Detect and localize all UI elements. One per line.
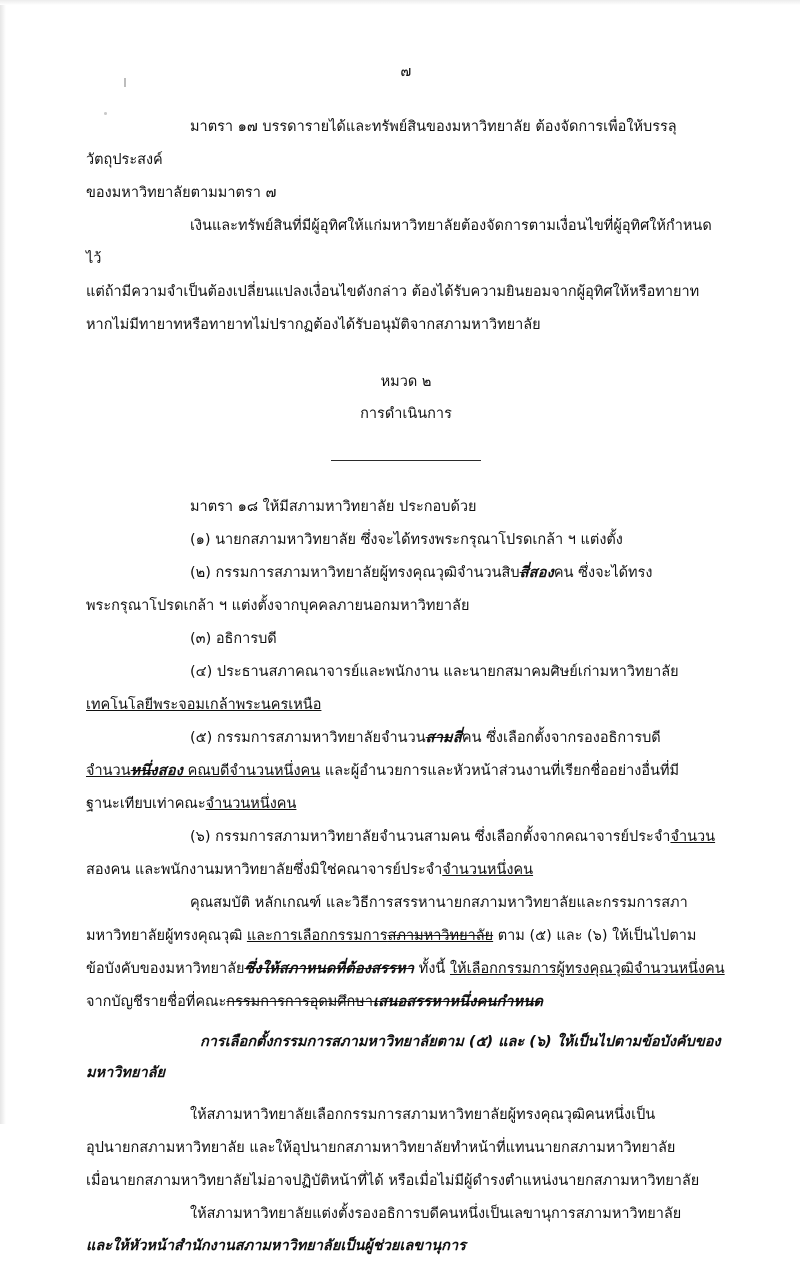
item-6-line-1 [86,821,726,854]
paragraph-donation-line-3 [86,309,726,342]
text-run: อุปนายกสภามหาวิทยาลัย และให้อุปนายกสภามหาวิทยาลัยทำหน้าที่แทนนายกสภามหาวิทยาลัย [86,1140,676,1156]
chapter-title: การดำเนินการ [360,406,452,422]
text-run: ตาม (๕) และ (๖) ให้เป็นไปตาม [493,928,697,944]
underlined-text: จำนวน [670,829,716,845]
text-run: ทั้งนี้ [414,961,450,977]
handwritten-correction: สี่ [452,730,462,746]
handwritten-correction: สอง [157,763,184,779]
struck-word: สาม [425,730,453,746]
text-run: มาตรา ๑๘ ให้มีสภามหาวิทยาลัย ประกอบด้วย [190,499,477,515]
item-2-line-2 [86,590,726,623]
item-5-line-1 [86,722,726,755]
text-run: คน ซึ่งจะได้ทรง [553,565,653,581]
struck-word: สี่ [519,565,529,581]
text-run: และผู้อำนวยการและหัวหน้าส่วนงานที่เรียกชื่ออย่างอื่นที่มี [320,763,680,779]
paragraph-donation-line-1 [86,210,726,276]
text-run: พระกรุณาโปรดเกล้า ฯ แต่งตั้งจากบุคคลภายนอกมหาวิทยาลัย [86,598,470,614]
item-5-line-2 [86,755,726,788]
handwritten-insert-line-2: มหาวิทยาลัย [86,1065,165,1081]
text-run: คุณสมบัติ หลักเกณฑ์ และวิธีการสรรหานายกสภามหาวิทยาลัยและกรรมการสภา [190,895,688,911]
struck-word: สภามหาวิทยาลัย [387,928,494,944]
handwritten-correction: สอง [528,565,554,581]
section-divider [86,446,726,465]
text-run: มหาวิทยาลัยผู้ทรงคุณวุฒิ [86,928,247,944]
paragraph-17-line-1 [86,111,726,177]
vice-chair-line-1 [86,1099,726,1132]
page-number: ๗ [400,64,412,80]
item-3 [86,623,726,656]
text-run: (๖) กรรมการสภามหาวิทยาลัยจำนวนสามคน ซึ่งเลือกตั้งจากคณาจารย์ประจำ [190,829,671,845]
text-run: ข้อบังคับของมหาวิทยาลัย [86,961,245,977]
struck-word: หนึ่ง [130,763,158,779]
text-run: มาตรา ๑๗ บรรดารายได้และทรัพย์สินของมหาวิทยาลัย ต้องจัดการเพื่อให้บรรลุวัตถุประสงค์ [86,119,677,168]
text-run: (๒) กรรมการสภามหาวิทยาลัยผู้ทรงคุณวุฒิจำนวนสิบ [190,565,520,581]
struck-insert: เสนอสรรหาหนึ่งคนกำหนด [373,994,544,1010]
underlined-text: และการเลือกกรรมการ [246,928,388,944]
text-run: (๔) ประธานสภาคณาจารย์และพนักงาน และนายกสมาคมศิษย์เก่ามหาวิทยาลัย [190,664,679,680]
item-1 [86,524,726,557]
document-body [86,60,726,1262]
text-run: ของมหาวิทยาลัยตามมาตรา ๗ [86,185,277,201]
secretary-line-1 [86,1198,726,1231]
text-run: (๕) กรรมการสภามหาวิทยาลัยจำนวน [190,730,426,746]
item-2-line-1 [86,557,726,590]
item-6-line-2 [86,854,726,887]
text-run: เงินและทรัพย์สินที่มีผู้อุทิศให้แก่มหาวิทยาลัยต้องจัดการตามเงื่อนไขที่ผู้อุทิศให้กำหนดไว้ [86,218,712,267]
struck-word: กรรมการการอุดมศึกษา [226,994,373,1010]
text-run: แต่ถ้ามีความจำเป็นต้องเปลี่ยนแปลงเงื่อนไขดังกล่าว ต้องได้รับความยินยอมจากผู้อุทิศให้หรือทายาท [86,284,700,300]
item-4-line-2 [86,689,726,722]
underlined-text: ให้เลือกกรรมการผู้ทรงคุณวุฒิจำนวนหนึ่งคน [449,961,725,977]
handwritten-insert-line-1: การเลือกตั้งกรรมการสภามหาวิทยาลัยตาม (๕) และ (๖) ให้เป็นไปตามข้อบังคับของ [200,1034,721,1050]
text-run: หากไม่มีทายาทหรือทายาทไม่ปรากฏต้องได้รับอนุมัติจากสภามหาวิทยาลัย [86,317,541,333]
vice-chair-line-3 [86,1165,726,1198]
handwritten-footer-line-1: และให้หัวหน้าสำนักงานสภามหาวิทยาลัยเป็นผู้ช่วยเลขานุการ [86,1238,466,1254]
text-run: (๓) อธิการบดี [190,631,277,647]
page-edge-shadow-top [0,0,800,5]
text-run: จากบัญชีรายชื่อที่คณะ [86,994,227,1010]
text-run: ให้สภามหาวิทยาลัยแต่งตั้งรองอธิการบดีคนหนึ่งเป็นเลขานุการสภามหาวิทยาลัย [190,1206,682,1222]
qualification-line-3 [86,953,726,986]
chapter-label: หมวด ๒ [380,374,432,390]
qualification-line-2 [86,920,726,953]
paragraph-donation-line-2 [86,276,726,309]
page-edge-shadow-left [0,0,6,1124]
underlined-text: จำนวน [86,763,131,779]
section-18-intro [86,491,726,524]
text-run: สองคน และพนักงานมหาวิทยาลัยซึ่งมิใช่คณาจารย์ประจำ [86,862,443,878]
item-4-line-1 [86,656,726,689]
vice-chair-line-2 [86,1132,726,1165]
underlined-text: คณบดีจำนวนหนึ่งคน [183,763,321,779]
text-run: ให้สภามหาวิทยาลัยเลือกกรรมการสภามหาวิทยาลัยผู้ทรงคุณวุฒิคนหนึ่งเป็น [190,1107,656,1123]
underlined-text: จำนวนหนึ่งคน [442,862,534,878]
text-run: คน ซึ่งเลือกตั้งจากรองอธิการบดี [461,730,661,746]
qualification-line-1 [86,887,726,920]
divider-rule [331,460,481,461]
qualification-line-4 [86,986,726,1019]
text-run: เมื่อนายกสภามหาวิทยาลัยไม่อาจปฏิบัติหน้าที่ได้ หรือเมื่อไม่มีผู้ดำรงตำแหน่งนายกสภามหาวิทยาลัย [86,1173,700,1189]
underlined-text: เทคโนโลยีพระจอมเกล้าพระนครเหนือ [86,697,322,713]
underlined-text: จำนวนหนึ่งคน [205,796,297,812]
paragraph-17-line-2 [86,177,726,210]
text-run: (๑) นายกสภามหาวิทยาลัย ซึ่งจะได้ทรงพระกรุณาโปรดเกล้า ฯ แต่งตั้ง [190,532,623,548]
text-run: ฐานะเทียบเท่าคณะ [86,796,206,812]
struck-insert: ซึ่งให้สภาหนดที่ต้องสรรหา [244,961,415,977]
item-5-line-3 [86,788,726,821]
